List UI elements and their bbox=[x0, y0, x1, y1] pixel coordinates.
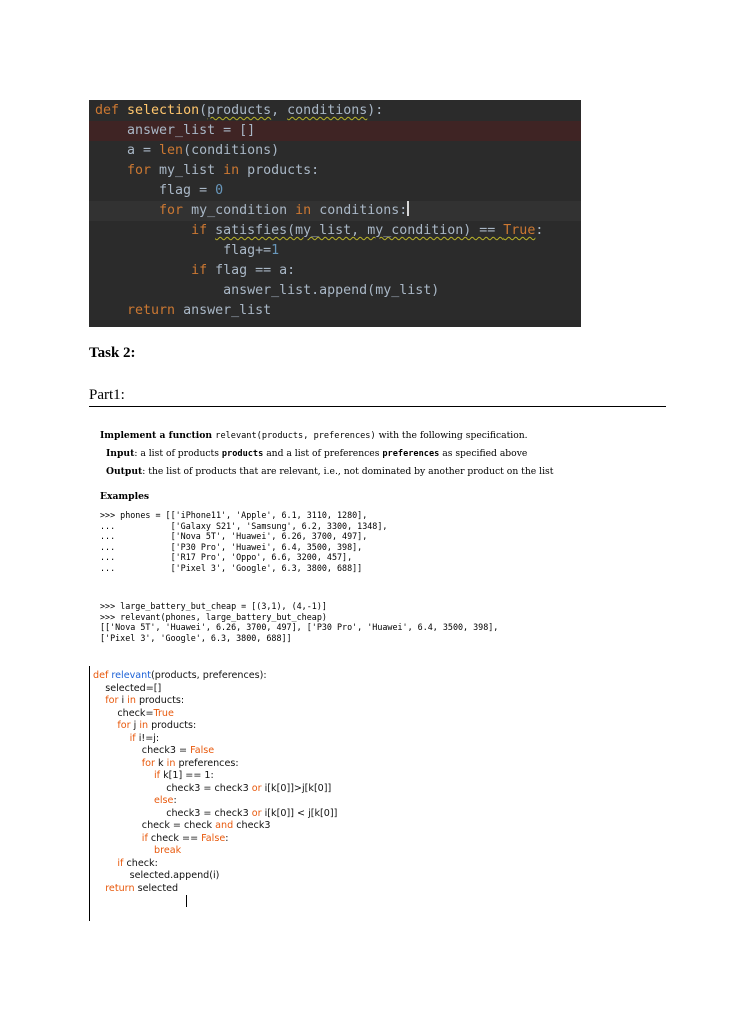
code-token: : bbox=[225, 832, 229, 844]
code-token: : bbox=[173, 795, 177, 806]
code-token: answer_list bbox=[183, 303, 272, 318]
code-token: False bbox=[201, 832, 226, 844]
code-token: products: bbox=[151, 720, 197, 731]
code-token: and bbox=[215, 820, 237, 831]
code-token: a = bbox=[95, 143, 160, 158]
code-token: check= bbox=[93, 707, 154, 719]
code-line bbox=[89, 101, 581, 121]
code-token: k[1] == 1: bbox=[163, 770, 214, 781]
code-line bbox=[89, 121, 581, 141]
code-token: k bbox=[158, 757, 167, 769]
code-token: in bbox=[166, 757, 179, 769]
code-token: if bbox=[95, 223, 216, 238]
code-token: check: bbox=[126, 857, 158, 869]
code-line bbox=[93, 845, 181, 857]
code-line bbox=[93, 870, 219, 882]
code-token: in bbox=[223, 163, 248, 178]
code-token: check3 = check3 bbox=[93, 782, 252, 794]
code-token: for bbox=[95, 163, 160, 178]
code-token: j bbox=[133, 720, 140, 731]
code-line bbox=[93, 745, 214, 757]
code-token: answer_list = [] bbox=[95, 123, 256, 138]
code-line bbox=[93, 758, 239, 770]
code-token: True bbox=[503, 223, 536, 238]
code-line bbox=[89, 281, 581, 301]
code-token: for bbox=[93, 720, 134, 731]
code-token: : bbox=[535, 223, 544, 238]
code-line bbox=[93, 770, 214, 782]
spec-output bbox=[106, 466, 553, 477]
code-token: for bbox=[93, 757, 159, 769]
code-line bbox=[93, 683, 161, 695]
code-token: if bbox=[93, 857, 127, 869]
text-cursor bbox=[186, 895, 187, 907]
task-heading: Task 2: bbox=[89, 345, 136, 361]
code-token: 0 bbox=[215, 183, 224, 198]
code-token: False bbox=[190, 745, 215, 756]
part-heading: Part1: bbox=[89, 387, 125, 403]
code-token: answer_list.append(my_list) bbox=[95, 283, 440, 298]
code-token: (products, preferences): bbox=[151, 670, 267, 681]
code-token: def bbox=[93, 670, 112, 681]
code-token: in bbox=[139, 720, 152, 731]
code-token: for bbox=[93, 695, 122, 706]
spec-description bbox=[100, 430, 528, 441]
code-line bbox=[93, 708, 174, 720]
code-token: return bbox=[95, 303, 184, 318]
code-token: products: bbox=[138, 695, 185, 706]
code-token: i[k[0]]>j[k[0]] bbox=[264, 782, 332, 794]
code-token: True bbox=[153, 707, 174, 719]
code-token: relevant bbox=[111, 670, 152, 681]
code-token: products: bbox=[247, 163, 320, 178]
spec-text: with the following specification. bbox=[375, 430, 528, 441]
code-line bbox=[89, 221, 581, 241]
code-token: for bbox=[95, 203, 192, 218]
code-token: , bbox=[271, 103, 288, 118]
code-screenshot-relevant bbox=[89, 666, 510, 921]
code-token: in bbox=[295, 203, 320, 218]
code-token: check == bbox=[150, 832, 202, 844]
spec-text: as specified above bbox=[439, 448, 528, 459]
code-token: if bbox=[93, 832, 151, 844]
code-screenshot-selection bbox=[89, 100, 581, 327]
code-token: len bbox=[159, 143, 184, 158]
code-token: check3 = bbox=[93, 745, 191, 756]
code-token: if bbox=[93, 732, 139, 744]
examples-heading: Examples bbox=[100, 491, 150, 502]
code-token: i[k[0]] < j[k[0]] bbox=[264, 807, 338, 819]
code-token: ): bbox=[367, 103, 384, 118]
code-token: satisfies(my_list, my_condition) == bbox=[215, 223, 504, 238]
spec-text: and a list of preferences bbox=[263, 448, 383, 459]
code-line bbox=[93, 858, 158, 870]
spec-input bbox=[106, 448, 527, 459]
code-token: else bbox=[93, 795, 174, 806]
example-relevant-call: >>> large_battery_but_cheap = [(3,1), (4,-1)] >>> relevant(phones, large_battery_but_cheap) [['Nova 5T', 'Huawei', 6.26, 3700, 497], ['P30 Pro', 'Huawei', 6.4, 3500, 398], ['Pixel 3', 'Google', 6.3, 3800, 688]] bbox=[100, 601, 499, 643]
spec-text: Output bbox=[106, 466, 143, 477]
code-token: selected=[] bbox=[93, 682, 162, 694]
code-token: if bbox=[95, 263, 216, 278]
code-token: flag+= bbox=[95, 243, 272, 258]
code-line bbox=[89, 301, 581, 321]
code-token: (conditions) bbox=[183, 143, 280, 158]
code-line bbox=[93, 720, 196, 732]
code-token: conditions: bbox=[319, 203, 408, 218]
code-token: i!=j: bbox=[138, 732, 160, 744]
code-line bbox=[93, 808, 337, 820]
code-token: conditions bbox=[287, 103, 368, 118]
code-line bbox=[89, 261, 581, 281]
code-token: selection bbox=[127, 103, 200, 118]
code-token: flag = bbox=[95, 183, 216, 198]
code-line bbox=[93, 733, 159, 745]
code-line bbox=[93, 695, 184, 707]
code-token: selected.append(i) bbox=[93, 870, 220, 881]
code-line bbox=[93, 820, 270, 832]
spec-text: Implement a function bbox=[100, 430, 216, 441]
code-token: check = check bbox=[93, 820, 216, 831]
code-token: return bbox=[93, 882, 138, 894]
code-line bbox=[93, 795, 177, 807]
code-token: preferences: bbox=[178, 757, 239, 769]
code-line bbox=[89, 201, 581, 221]
code-token: my_list bbox=[159, 163, 224, 178]
code-token: check3 bbox=[236, 820, 271, 831]
code-token: if bbox=[93, 770, 164, 781]
code-token: my_condition bbox=[191, 203, 296, 218]
spec-text: : a list of products bbox=[134, 448, 222, 459]
spec-text: relevant(products, preferences) bbox=[215, 431, 376, 441]
text-cursor bbox=[407, 201, 409, 216]
code-line bbox=[93, 833, 228, 845]
code-token: selected bbox=[137, 882, 179, 894]
code-token: ( bbox=[199, 103, 208, 118]
code-token: 1 bbox=[271, 243, 280, 258]
code-line bbox=[89, 141, 581, 161]
code-line bbox=[89, 181, 581, 201]
code-line bbox=[89, 161, 581, 181]
example-phones: >>> phones = [['iPhone11', 'Apple', 6.1, 3110, 1280], ... ['Galaxy S21', 'Samsung', 6.2, 3300, 1348], ... ['Nova 5T', 'Huawei', 6.26, 3700, 497], ... ['P30 Pro', 'Huawei', 6.4, 3500, 398], ... ['R17 Pro', 'Oppo', 6.6, 3200, 457], ... ['Pixel 3', 'Google', 6.3, 3800, 688]] bbox=[100, 510, 388, 573]
spec-text: products bbox=[221, 449, 264, 459]
code-token: or bbox=[251, 807, 265, 819]
spec-text: preferences bbox=[382, 449, 440, 459]
code-line bbox=[93, 883, 178, 895]
code-token: or bbox=[251, 782, 265, 794]
code-token: in bbox=[127, 695, 139, 706]
code-line bbox=[93, 895, 187, 907]
code-token: break bbox=[93, 845, 182, 856]
spec-text: Input bbox=[106, 448, 135, 459]
code-line bbox=[93, 670, 267, 682]
code-token: check3 = check3 bbox=[93, 807, 252, 819]
section-divider bbox=[89, 406, 666, 407]
code-line bbox=[93, 783, 331, 795]
code-line bbox=[89, 241, 581, 261]
code-token: products bbox=[207, 103, 272, 118]
spec-text: : the list of products that are relevant, i.e., not dominated by another product on the list bbox=[142, 466, 554, 477]
code-token: flag == a: bbox=[215, 263, 296, 278]
code-token: i bbox=[121, 695, 128, 706]
code-token: def bbox=[95, 103, 128, 118]
